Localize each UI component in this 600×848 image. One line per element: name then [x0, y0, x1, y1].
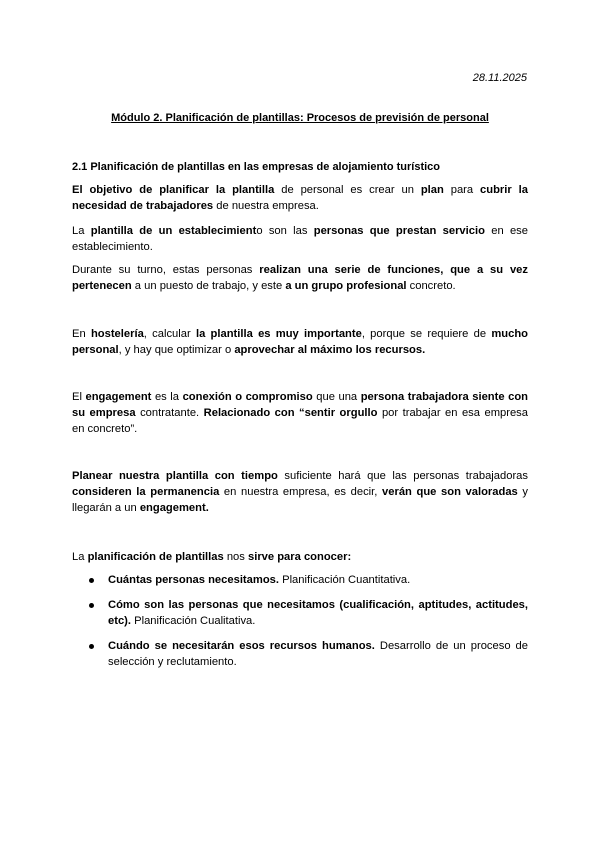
paragraph-hospitality: En hostelería, calcular la plantilla es muy importante, porque se requiere de mucho personal, y hay que optimizar o aprovechar al máximo los recursos.: [72, 328, 529, 356]
list-item: Cuándo se necesitarán esos recursos humanos. Desarrollo de un proceso de selección y reclutamiento.: [72, 638, 528, 670]
list-item: Cómo son las personas que necesitamos (cualificación, aptitudes, actitudes, etc). Planificación Cualitativa.: [72, 597, 528, 629]
paragraph-engagement: El engagement es la conexión o compromiso que una persona trabajadora siente con su empresa contratante. Relacionado con “sentir orgullo por trabajar en esa empresa en concreto”.: [72, 391, 529, 435]
paragraph-lead: La planificación de plantillas nos sirve para conocer:: [72, 551, 352, 563]
paragraph-planning: Planear nuestra plantilla con tiempo suficiente hará que las personas trabajadoras consideren la permanencia en nuestra empresa, es decir, verán que son valoradas y llegarán a un engagement.: [72, 470, 529, 514]
document-date: 28.11.2025: [472, 72, 527, 84]
list-item: Cuántas personas necesitamos. Planificación Cuantitativa.: [72, 572, 528, 588]
section-heading: 2.1 Planificación de plantillas en las empresas de alojamiento turístico: [72, 161, 441, 173]
paragraph-objective: El objetivo de planificar la plantilla de personal es crear un plan para cubrir la necesidad de trabajadores de nuestra empresa.: [72, 184, 528, 212]
paragraph-shift: Durante su turno, estas personas realizan una serie de funciones, que a su vez pertenecen a un puesto de trabajo, y este a un grupo profesional concreto.: [72, 264, 528, 292]
bullet-icon: [89, 603, 94, 608]
bullet-icon: [89, 644, 94, 649]
page-title: Módulo 2. Planificación de plantillas: Procesos de previsión de personal: [111, 112, 489, 124]
bullet-list: [72, 572, 528, 679]
bullet-icon: [89, 578, 94, 583]
paragraph-definition: La plantilla de un establecimiento son las personas que prestan servicio en ese establecimiento.: [72, 225, 528, 253]
